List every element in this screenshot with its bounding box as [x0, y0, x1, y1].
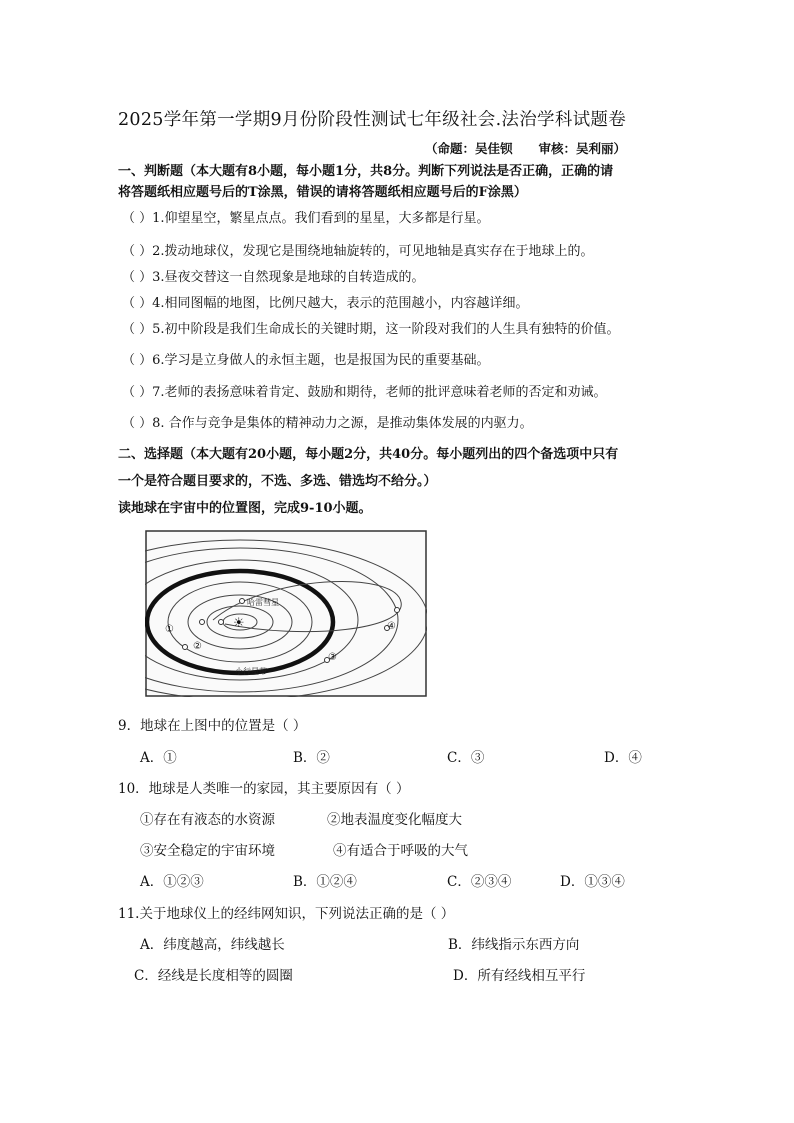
- q10-option-b: B．①②④: [293, 874, 357, 890]
- tf-item-4: （ ）4.相同图幅的地图，比例尺越大，表示的范围越小，内容越详细。: [122, 296, 529, 311]
- q10-statement-2: ②地表温度变化幅度大: [327, 812, 462, 828]
- page-title: 2025学年第一学期9月份阶段性测试七年级社会.法治学科试题卷: [118, 110, 627, 130]
- q11-option-c: C．经线是长度相等的圆圈: [134, 968, 293, 984]
- q10-stem: 10．地球是人类唯一的家园，其主要原因有（ ）: [118, 781, 410, 797]
- tf-item-7: （ ）7.老师的表扬意味着肯定、鼓励和期待，老师的批评意味着老师的否定和劝诫。: [122, 385, 607, 400]
- figure-intro: 读地球在宇宙中的位置图，完成9-10小题。: [118, 501, 372, 516]
- planet-dot: [200, 620, 205, 625]
- comet-dot: [240, 599, 245, 604]
- tf-item-5: （ ）5.初中阶段是我们生命成长的关键时期，这一阶段对我们的人生具有独特的价值。: [122, 322, 620, 337]
- marker-1: ①: [165, 624, 174, 635]
- q10-statement-3: ③安全稳定的宇宙环境: [140, 843, 275, 859]
- q11-option-b: B．纬线指示东西方向: [448, 937, 580, 953]
- tf-item-2: （ ）2.拨动地球仪，发现它是围绕地轴旋转的，可见地轴是真实存在于地球上的。: [122, 244, 594, 259]
- tf-item-1: （ ）1.仰望星空，繁星点点。我们看到的星星，大多都是行星。: [122, 211, 490, 226]
- q9-option-b: B．②: [293, 750, 330, 766]
- section1-header-line2: 将答题纸相应题号后的T涂黑，错误的请将答题纸相应题号后的F涂黑）: [118, 185, 527, 200]
- marker-4: ④: [387, 621, 396, 632]
- q10-statement-4: ④有适合于呼吸的大气: [333, 843, 468, 859]
- marker-2: ②: [193, 641, 202, 652]
- tf-item-6: （ ）6.学习是立身做人的永恒主题，也是报国为民的重要基础。: [122, 353, 490, 368]
- marker-3: ③: [328, 652, 337, 663]
- tf-item-8: （ ）8. 合作与竞争是集体的精神动力之源，是推动集体发展的内驱力。: [122, 416, 533, 431]
- planet-dot: [219, 620, 224, 625]
- q9-option-d: D．④: [604, 750, 642, 766]
- q10-option-d: D．①③④: [560, 874, 625, 890]
- solar-system-figure: [145, 530, 427, 697]
- planet-dot: [395, 608, 400, 613]
- sun-icon: ☀: [233, 616, 245, 631]
- q10-statement-1: ①存在有液态的水资源: [140, 812, 275, 828]
- q9-option-c: C．③: [447, 750, 485, 766]
- section2-header-line2: 一个是符合题目要求的，不选、多选、错选均不给分。）: [118, 474, 437, 489]
- planet-dot: [183, 645, 188, 650]
- section2-header-line1: 二、选择题（本大题有20小题，每小题2分，共40分。每小题列出的四个备选项中只有: [118, 447, 619, 462]
- q10-option-c: C．②③④: [447, 874, 512, 890]
- reviewer-credit: 审核：吴利丽）: [538, 141, 627, 156]
- q11-stem: 11.关于地球仪上的经纬网知识，下列说法正确的是（ ）: [118, 906, 455, 922]
- asteroid-belt-label: 小行星带: [235, 667, 267, 676]
- q11-option-d: D．所有经线相互平行: [453, 968, 586, 984]
- q11-option-a: A．纬度越高，纬线越长: [140, 937, 285, 953]
- comet-label: 哈雷彗星: [247, 598, 279, 607]
- q9-stem: 9．地球在上图中的位置是（ ）: [118, 718, 307, 734]
- author-credit: （命题：吴佳钡: [425, 141, 513, 156]
- tf-item-3: （ ）3.昼夜交替这一自然现象是地球的自转造成的。: [122, 270, 425, 285]
- credits-line: [425, 139, 652, 157]
- q10-option-a: A．①②③: [140, 874, 204, 890]
- q9-option-a: A．①: [140, 750, 177, 766]
- section1-header-line1: 一、判断题（本大题有8小题，每小题1分，共8分。判断下列说法是否正确，正确的请: [118, 164, 614, 179]
